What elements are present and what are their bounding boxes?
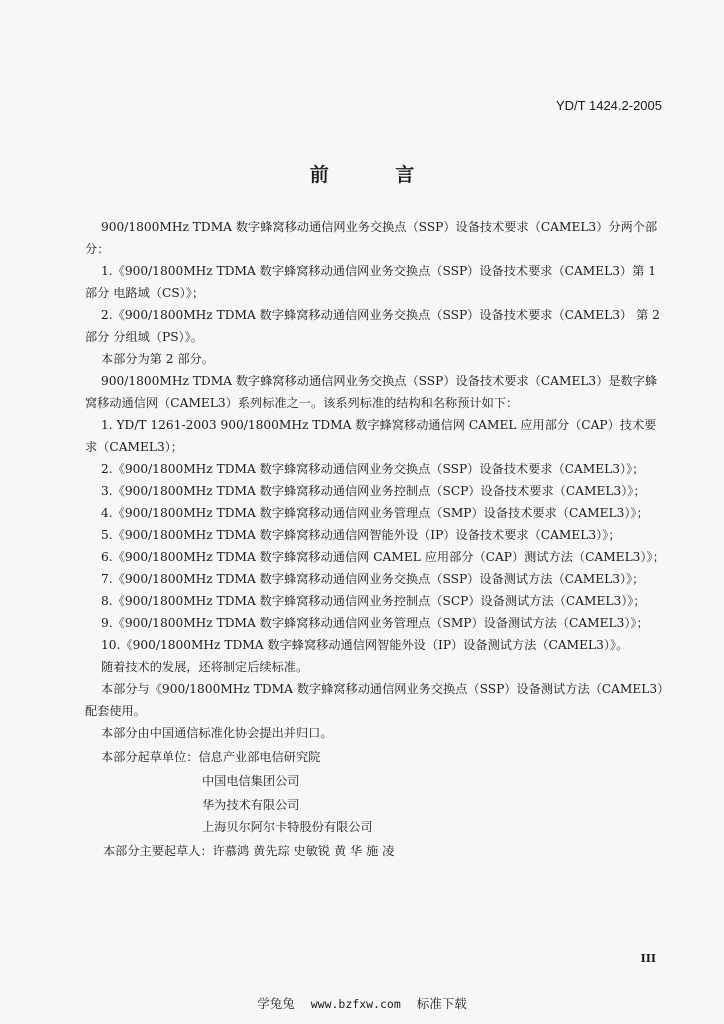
text-line: 9.《900/1800MHz TDMA 数字蜂窝移动通信网业务管理点（SMP）设备测试方法（CAMEL3）》； (101, 616, 649, 630)
text-line: 部分 电路域（CS）》； (85, 286, 205, 300)
footer-site-name: 学兔兔 (257, 996, 295, 1011)
text-line: 1.《900/1800MHz TDMA 数字蜂窝移动通信网业务交换点（SSP）设备技术要求（CAMEL3）第 1 (101, 264, 657, 278)
text-line: 本部分主要起草人：许慕鸿 黄先琮 史敏锐 黄 华 施 凌 (103, 844, 395, 858)
footer-url[interactable]: www.bzfxw.com (310, 997, 401, 1011)
text-line: 分： (85, 242, 110, 256)
text-line: 华为技术有限公司 (202, 798, 300, 812)
text-line: 5.《900/1800MHz TDMA 数字蜂窝移动通信网智能外设（IP）设备技术要求（CAMEL3）》； (101, 528, 621, 542)
text-line: 窝移动通信网（CAMEL3）系列标准之一。该系列标准的结构和名称预计如下： (85, 396, 519, 410)
text-line: 部分 分组域（PS）》。 (85, 330, 203, 344)
text-line: 本部分与《900/1800MHz TDMA 数字蜂窝移动通信网业务交换点（SSP）设备测试方法（CAMEL3） (101, 682, 670, 696)
text-line: 中国电信集团公司 (202, 774, 300, 788)
text-line: 4.《900/1800MHz TDMA 数字蜂窝移动通信网业务管理点（SMP）设备技术要求（CAMEL3）》； (101, 506, 649, 520)
text-line: 上海贝尔阿尔卡特股份有限公司 (202, 820, 373, 834)
text-line: 3.《900/1800MHz TDMA 数字蜂窝移动通信网业务控制点（SCP）设备技术要求（CAMEL3）》； (101, 484, 646, 498)
text-line: 6.《900/1800MHz TDMA 数字蜂窝移动通信网 CAMEL 应用部分（CAP）测试方法（CAMEL3）》； (101, 550, 665, 564)
footer-slogan: 标准下载 (416, 996, 467, 1011)
text-line: 2.《900/1800MHz TDMA 数字蜂窝移动通信网业务交换点（SSP）设备技术要求（CAMEL3） 第 2 (101, 308, 660, 322)
text-line: 本部分为第 2 部分。 (101, 352, 215, 366)
watermark-footer (0, 994, 724, 1012)
text-line: 8.《900/1800MHz TDMA 数字蜂窝移动通信网业务控制点（SCP）设备测试方法（CAMEL3）》； (101, 594, 646, 608)
text-line: 求（CAMEL3）； (85, 440, 183, 454)
text-line: 900/1800MHz TDMA 数字蜂窝移动通信网业务交换点（SSP）设备技术要求（CAMEL3）是数字蜂 (101, 374, 658, 388)
text-line: 1. YD/T 1261-2003 900/1800MHz TDMA 数字蜂窝移动通信网 CAMEL 应用部分（CAP）技术要 (101, 418, 657, 432)
text-line: 配套使用。 (85, 704, 146, 718)
text-line: 本部分由中国通信标准化协会提出并归口。 (101, 726, 333, 740)
text-line: 10.《900/1800MHz TDMA 数字蜂窝移动通信网智能外设（IP）设备测试方法（CAMEL3）》。 (101, 638, 629, 652)
text-line: 本部分起草单位：信息产业部电信研究院 (101, 750, 321, 764)
text-line: 随着技术的发展，还将制定后续标准。 (101, 660, 309, 674)
text-line: 7.《900/1800MHz TDMA 数字蜂窝移动通信网业务交换点（SSP）设备测试方法（CAMEL3）》； (101, 572, 645, 586)
page-title: 前 言 (309, 164, 445, 186)
page-number: III (640, 952, 656, 965)
text-line: 2.《900/1800MHz TDMA 数字蜂窝移动通信网业务交换点（SSP）设备技术要求（CAMEL3）》； (101, 462, 645, 476)
document-code: YD/T 1424.2-2005 (556, 98, 662, 113)
text-line: 900/1800MHz TDMA 数字蜂窝移动通信网业务交换点（SSP）设备技术要求（CAMEL3）分两个部 (101, 220, 658, 234)
